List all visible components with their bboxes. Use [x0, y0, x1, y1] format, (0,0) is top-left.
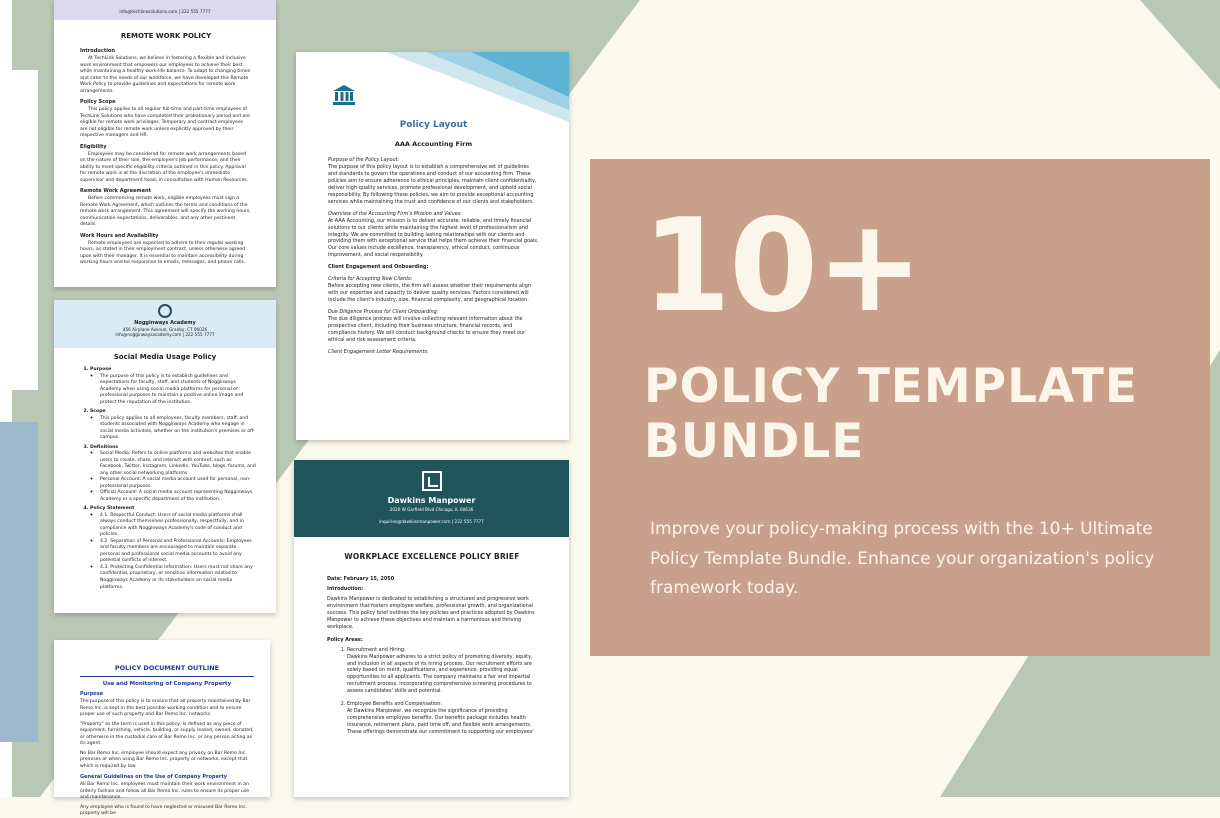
- doc-subtitle: Use and Monitoring of Company Property: [102, 681, 232, 687]
- section-body: Before commencing remote work, eligible employees must sign a Remote Work Agreement, which outlines the terms and conditions of the remote work arrangement. This agreement will specify the working hours, communication expectations, deliverables, and any other pertinent details.: [80, 196, 251, 228]
- template-count: 10+: [642, 192, 922, 341]
- doc-title: WORKPLACE EXCELLENCE POLICY BRIEF: [344, 552, 520, 561]
- list-item: 2. Employee Benefits and Compensation: At Dawkins Manpower, we recognize the significance of providing comprehensive employee benefits. Our benefits package includes health insurance, retirement plans, paid time off, and flexible work arrangements. These offerings demonstrate our commitment to supporting our employees': [347, 701, 537, 736]
- section-heading: Purpose: [80, 691, 104, 697]
- list-item: 4. Policy Statement ◦ 4.1. Respectful Conduct: Users of social media platforms shall always conduct themselves professionally, respectfully, and in compliance with Nogginways Academy's code of conduct and policies. ◦ 4.2. Separation of Personal and Professional Accounts: Employees and faculty members are encouraged to maintain separate personal and professional social media accounts to avoid any potential conflicts of interest. ◦ 4.3. Protecting Confidential Information: Users must not share any confidential, proprietary, or sensitive information related to Nogginways Academy or its stakeholders on social media platforms.: [90, 506, 256, 591]
- section-heading: Introduction: [80, 48, 115, 54]
- org-contact: info@nogginwaysacademy.com | 222 555 7777: [115, 331, 215, 337]
- org-contact: inquiries@dawkinsmanpower.com | 222 555 7777: [379, 518, 484, 524]
- bank-icon: [332, 84, 356, 106]
- doc-header-strip: [54, 0, 276, 20]
- block-heading: Client Engagement Letter Requirements:: [328, 348, 429, 355]
- policy-sections: [78, 367, 256, 591]
- doc-title: Policy Layout: [399, 120, 468, 130]
- org-address: 456 Airplane Avenue, Granby, CT 06026: [122, 326, 208, 332]
- doc-header: [54, 300, 276, 348]
- org-name: Dawkins Manpower: [387, 496, 476, 505]
- section-heading: Policy Areas:: [327, 636, 363, 643]
- bullet: ◦ 4.3. Protecting Confidential Information: Users must not share any confidential, proprietary, or sensitive information related to Nogginways Academy or its stakeholders on social media platforms.: [100, 565, 256, 591]
- section-body: At TechLink Solutions, we believe in fostering a flexible and inclusive work environment that empowers our employees to achieve their best while maintaining a healthy work-life balance. To adapt to changing times and cater to the needs of our workforce, we have developed this Remote Work Policy to provide guidelines and expectations for remote work arrangements.: [80, 56, 251, 94]
- bullet: ◦ Official Account: A social media account representing Nogginways Academy or a specific department of the institution.: [100, 490, 256, 503]
- section-body: Dawkins Manpower is dedicated to establishing a structured and progressive work environment that fosters employee welfare, professional growth, and organizational success. This policy brief outlines the key policies and practices adopted by Dawkins Manpower to achieve these objectives and maintain a harmonious and thriving workplace.: [327, 595, 535, 630]
- section-heading: Introduction:: [327, 585, 364, 592]
- section-body: Employees may be considered for remote work arrangements based on the nature of their role, the employee's job performance, and their ability to meet specific eligibility criteria outlined in this policy. Approval for remote work is at the discretion of the employee's immediate supervisor and department head, in consultation with Human Resources.: [80, 151, 249, 183]
- promo-headline: [644, 359, 1138, 469]
- policy-outline-doc: [54, 640, 270, 817]
- headline-line-1: POLICY TEMPLATE: [644, 359, 1138, 414]
- bullet: ◦ This policy applies to all employees, faculty members, staff, and students associated with Nogginways Academy who engage in social media activities, whether on the institution's premises or off-campus.: [100, 416, 256, 442]
- org-address: 2020 W Garfield Blvd Chicago, IL 60636: [389, 507, 474, 512]
- divider: [80, 676, 254, 677]
- section-heading: General Guidelines on the Use of Company Property: [80, 774, 227, 781]
- remote-work-policy-doc: [54, 0, 276, 287]
- company-logo-icon: [422, 471, 442, 491]
- policy-areas: [327, 647, 537, 736]
- workplace-policy-brief-doc: [294, 460, 569, 797]
- promo-description: Improve your policy-making process with the 10+ Ultimate Policy Template Bundle. Enhance your organization's policy framework today.: [650, 519, 1155, 598]
- block-heading: Overview of the Accounting Firm's Mission and Values:: [328, 210, 462, 217]
- bullet: ◦ 4.1. Respectful Conduct: Users of social media platforms shall always conduct themselves professionally, respectfully, and in compliance with Nogginways Academy's code of conduct and policies.: [100, 513, 256, 539]
- list-item: 1. Recruitment and Hiring: Dawkins Manpower adheres to a strict policy of promoting diversity, equity, and inclusion in all aspects of its hiring process. Our recruitment efforts are solely based on merit, qualifications, and experience, providing equal opportunities to all applicants. The company maintains a fair and impartial recruitment process, incorporating comprehensive screening procedures to assess candidates' skills and potential.: [347, 647, 537, 696]
- header-email: info@techlinesolutions.com | 222 555 7777: [119, 9, 211, 14]
- block-heading: Criteria for Accepting New Clients:: [328, 276, 413, 283]
- doc-title: Social Media Usage Policy: [113, 353, 217, 361]
- section-body: "Property" as the term is used in this policy, is defined as any piece of equipment, furnishing, vehicle, building, or supply leased, owned, donated, or otherwise in the custodial care of Bar Remo Inc. or any person acting as its agent.: [80, 721, 254, 747]
- section-body: The purpose of this policy is to ensure that all property maintained by Bar Remo Inc. is kept in the best possible working condition and to ensure proper use of such property and Bar Remo Inc. networks.: [80, 699, 251, 718]
- partial-doc-left: [0, 70, 38, 390]
- firm-name: AAA Accounting Firm: [394, 140, 473, 148]
- partial-doc-left-blue: [0, 422, 38, 742]
- doc-title: POLICY DOCUMENT OUTLINE: [114, 664, 220, 672]
- headline-line-2: BUNDLE: [644, 414, 865, 469]
- section-body: All Bar Remo Inc. employees must maintain their work environment in an orderly fashion and follow all Bar Remo Inc. rules to ensure its proper use and maintenance.: [80, 782, 250, 801]
- section-heading: Remote Work Agreement: [80, 188, 151, 195]
- section-heading: Work Hours and Availability: [80, 232, 159, 239]
- list-item: 1. Purpose ◦ The purpose of this policy is to establish guidelines and expectations for faculty, staff, and students of Nogginways Academy when using social media platforms for personal or professional purposes to maintain a positive online image and protect the reputation of the institution.: [90, 367, 256, 406]
- list-item: 3. Definitions ◦ Social Media: Refers to online platforms and websites that enable users to create, share, and interact with content, such as Facebook, Twitter, Instagram, LinkedIn, YouTube, blogs, forums, and any other social networking platforms. ◦ Personal Account: A social media account used for personal, non-professional purposes. ◦ Official Account: A social media account representing Nogginways Academy or a specific department of the institution.: [90, 445, 256, 504]
- section-heading: Eligibility: [80, 143, 107, 150]
- section-heading: Client Engagement and Onboarding:: [328, 264, 429, 271]
- section-body: This policy applies to all regular full-time and part-time employees of TechLink Solutions who have completed their probationary period and are eligible for remote work privileges. Temporary and contract employees are not eligible for remote work unless explicitly approved by their respective managers and HR.: [80, 107, 250, 139]
- block-body: The due diligence process will involve collecting relevant information about the prospective client, including their business structure, financial records, and compliance history. We will conduct background checks to ensure they meet our ethical and risk assessment criteria.: [328, 316, 526, 343]
- block-heading: Due Diligence Process for Client Onboarding:: [328, 309, 439, 316]
- block-heading: Purpose of the Policy Layout:: [328, 157, 400, 163]
- doc-header: [294, 460, 569, 537]
- bullet: ◦ Social Media: Refers to online platforms and websites that enable users to create, share, and interact with content, such as Facebook, Twitter, Instagram, LinkedIn, YouTube, blogs, forums, and any other social networking platforms.: [100, 451, 256, 477]
- bullet: ◦ The purpose of this policy is to establish guidelines and expectations for faculty, staff, and students of Nogginways Academy when using social media platforms for personal or professional purposes to maintain a positive online image and protect the reputation of the institution.: [100, 374, 256, 407]
- doc-date: Date: February 15, 2050: [327, 576, 395, 582]
- social-media-policy-doc: [54, 300, 276, 613]
- section-body: Remote employees are expected to adhere to their regular working hours, as stated in their employment contract, unless otherwise agreed upon with their manager. It is essential to maintain accessibility during working hours and be responsive to emails, messages, and phone calls.: [80, 240, 246, 266]
- section-heading: Policy Scope: [80, 99, 116, 106]
- block-body: The purpose of this policy layout is to establish a comprehensive set of guidelines and standards to govern the operations and conduct of our accounting firm. These policies aim to ensure adherence to ethical principles, maintain client confidentiality, deliver high-quality services, promote professional development, and uphold social responsibility. By following these policies, we aim to provide exceptional accounting services while maintaining the trust and confidence of our clients and stakeholders.: [328, 163, 537, 205]
- promo-panel: [590, 159, 1210, 656]
- policy-layout-doc: [296, 52, 569, 440]
- list-item: 2. Scope ◦ This policy applies to all employees, faculty members, staff, and students associated with Nogginways Academy who engage in social media activities, whether on the institution's premises or off-campus.: [90, 409, 256, 442]
- section-body: Any employee who is found to have neglected or misused Bar Remo Inc. property will be: [80, 804, 248, 817]
- section-body: No Bar Remo Inc. employee should expect any privacy on Bar Remo Inc. premises or when using Bar Remo Inc. property or networks, except that which is required by law.: [80, 750, 248, 769]
- doc-title: REMOTE WORK POLICY: [120, 32, 212, 40]
- bullet: ◦ 4.2. Separation of Personal and Professional Accounts: Employees and faculty members are encouraged to maintain separate personal and professional social media accounts to avoid any potential conflicts of interest.: [100, 539, 256, 565]
- ring-logo-icon: [158, 304, 172, 318]
- block-body: Before accepting new clients, the firm will assess whether their requirements align with our expertise and capacity to deliver quality services. Factors considered will include the client's industry, size, financial complexity, and geographical location.: [328, 283, 531, 304]
- org-name: Nogginways Academy: [134, 320, 196, 326]
- block-body: At AAA Accounting, our mission is to deliver accurate, reliable, and timely financial solutions to our clients while maintaining the highest level of professionalism and integrity. We are committed to building lasting relationships with our clients and providing them with exceptional service that helps them achieve their financial goals. Our core values include excellence, transparency, ethical conduct, continuous improvement, and social responsibility.: [328, 217, 539, 259]
- bullet: ◦ Personal Account: A social media account used for personal, non-professional purposes.: [100, 477, 256, 490]
